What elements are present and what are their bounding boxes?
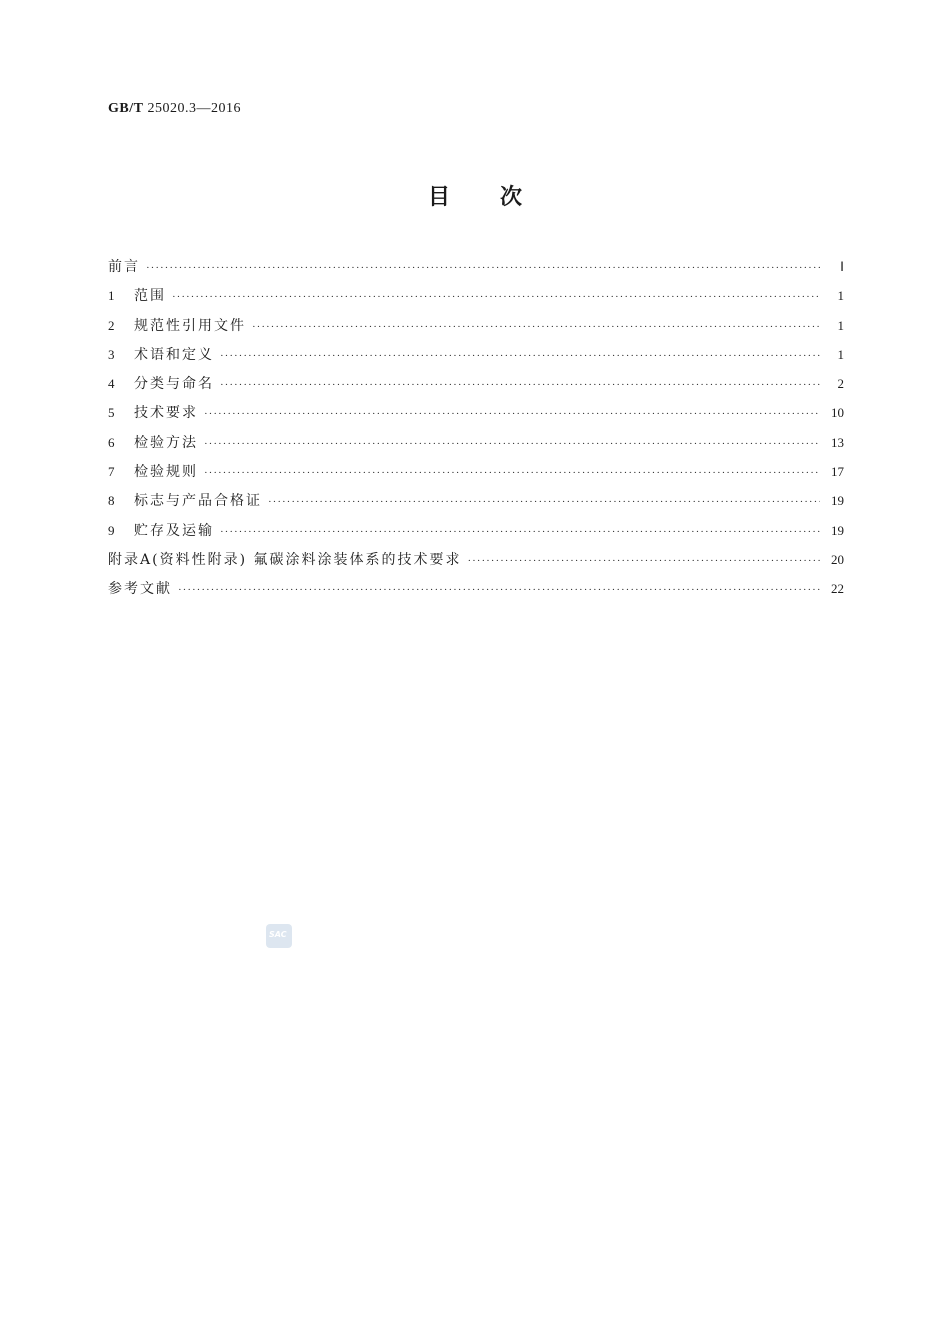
toc-leader-dots: [268, 496, 820, 508]
toc-entry-7[interactable]: [108, 461, 844, 490]
toc-entry-page: Ⅰ: [840, 259, 844, 274]
toc-entry-number: 9: [108, 522, 115, 538]
toc-leader-dots: [467, 555, 820, 567]
toc-entry-label: 检验方法: [134, 434, 198, 451]
toc-entry-label: 参考文献: [108, 581, 172, 598]
toc-entry-page: 1: [837, 346, 844, 362]
toc-entry-9[interactable]: [108, 520, 844, 549]
standard-number: 25020.3—2016: [147, 101, 241, 116]
toc-entry-page: 1: [837, 317, 844, 333]
toc-entry-label: 规范性引用文件: [134, 317, 246, 334]
toc-entry-page: 1: [837, 288, 844, 304]
toc-leader-dots: [252, 321, 820, 333]
toc-leader-dots: [172, 291, 820, 303]
toc-entry-references[interactable]: [108, 578, 844, 607]
toc-entry-3[interactable]: [108, 344, 844, 373]
toc-entry-number: 3: [108, 346, 115, 362]
toc-entry-1[interactable]: [108, 285, 844, 314]
toc-leader-dots: [204, 438, 820, 450]
toc-entry-page: 2: [837, 376, 844, 392]
toc-entry-page: 13: [831, 434, 844, 450]
toc-entry-page: 19: [831, 522, 844, 538]
toc-entry-number: 6: [108, 434, 115, 450]
toc-entry-5[interactable]: [108, 402, 844, 431]
toc-entry-number: 5: [108, 405, 115, 421]
toc-entry-2[interactable]: [108, 315, 844, 344]
sac-logo-icon: SAC: [266, 924, 292, 948]
toc-leader-dots: [220, 526, 820, 538]
toc-entry-label: 标志与产品合格证: [134, 493, 262, 510]
toc-leader-dots: [220, 350, 820, 362]
toc-entry-label: 贮存及运输: [134, 522, 214, 539]
toc-entry-number: 2: [108, 317, 115, 333]
toc-entry-foreword[interactable]: [108, 256, 844, 285]
toc-leader-dots: [204, 467, 820, 479]
toc-entry-page: 10: [831, 405, 844, 421]
toc-entry-label: 技术要求: [134, 405, 198, 422]
toc-entry-page: 22: [831, 581, 844, 597]
toc-entry-4[interactable]: [108, 373, 844, 402]
toc-leader-dots: [178, 584, 820, 596]
toc-entry-page: 20: [831, 551, 844, 567]
toc-entry-label: 术语和定义: [134, 346, 214, 363]
toc-entry-appendix-a[interactable]: [108, 549, 844, 578]
toc-leader-dots: [146, 262, 820, 274]
toc-entry-label: 分类与命名: [134, 376, 214, 393]
page-title: 目次: [427, 185, 572, 210]
toc-entry-label: 检验规则: [134, 464, 198, 481]
toc-entry-number: 1: [108, 288, 115, 304]
toc-entry-label: 范围: [134, 288, 166, 305]
toc-entry-page: 19: [831, 493, 844, 509]
toc-entry-number: 4: [108, 376, 115, 392]
document-header: [108, 101, 241, 117]
toc-entry-6[interactable]: [108, 432, 844, 461]
table-of-contents: [108, 256, 844, 608]
toc-entry-8[interactable]: [108, 490, 844, 519]
toc-entry-page: 17: [831, 464, 844, 480]
toc-entry-number: 7: [108, 464, 115, 480]
toc-leader-dots: [204, 408, 820, 420]
standard-code: GB/T: [108, 101, 144, 116]
toc-leader-dots: [220, 379, 820, 391]
toc-entry-label: 附录A(资料性附录) 氟碳涂料涂装体系的技术要求: [108, 551, 462, 568]
toc-entry-label: 前言: [108, 259, 140, 275]
toc-entry-number: 8: [108, 493, 115, 509]
